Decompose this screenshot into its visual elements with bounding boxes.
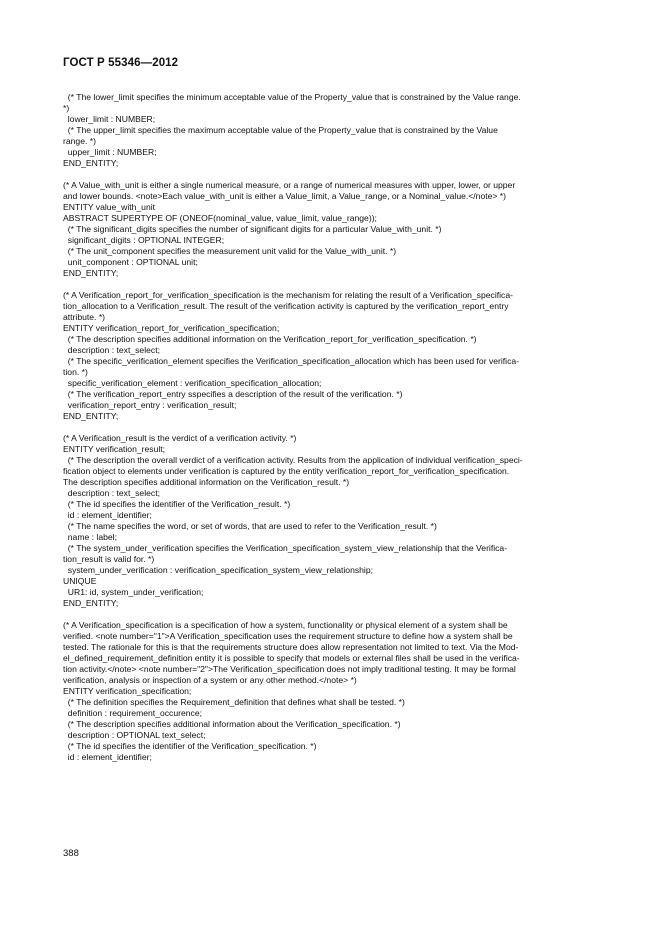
text-line: description : OPTIONAL text_select; — [63, 730, 206, 740]
text-line: fication object to elements under verification is captured by the entity verification_report_for_verification_specification. — [63, 466, 510, 476]
text-line: id : element_identifier; — [63, 510, 152, 520]
text-line: (* A Verification_report_for_verification_specification is the mechanism for relating the result of a Verification_specifica- — [63, 290, 513, 300]
text-line: The description specifies additional information on the Verification_result. *) — [63, 477, 350, 487]
text-line: upper_limit : NUMBER; — [63, 147, 157, 157]
text-line: lower_limit : NUMBER; — [63, 114, 156, 124]
text-line: (* The verification_report_entry sspecifies a description of the result of the verification. *) — [63, 389, 403, 399]
text-line: (* The significant_digits specifies the number of significant digits for a particular Value_with_unit. *) — [63, 224, 442, 234]
text-line: specific_verification_element : verification_specification_allocation; — [63, 378, 322, 388]
text-line: definition : requirement_occurence; — [63, 708, 203, 718]
text-line: (* A Verification_specification is a specification of how a system, functionality or physical element of a system shall be — [63, 620, 508, 630]
text-line: description : text_select; — [63, 345, 160, 355]
text-line: el_defined_requirement_definition entity it is possible to specify that models or external files shall be used in the verifica- — [63, 653, 520, 663]
text-line: tested. The rationale for this is that the requirements structure does allow representation not limited to text. Via the Mod- — [63, 642, 519, 652]
standard-header: ГОСТ Р 55346—2012 — [63, 57, 179, 69]
text-line: verified. <note number="1">A Verification_specification uses the requirement structure to define how a system shall be — [63, 631, 513, 641]
text-line: END_ENTITY; — [63, 598, 119, 608]
blank-line — [63, 422, 603, 433]
text-line: END_ENTITY; — [63, 411, 119, 421]
text-line: (* The lower_limit specifies the minimum acceptable value of the Property_value that is constrained by the Value range. — [63, 92, 521, 102]
text-line: verification_report_entry : verification_result; — [63, 400, 237, 410]
text-line: range. *) — [63, 136, 96, 146]
express-schema-text — [63, 92, 603, 763]
text-line: UNIQUE — [63, 576, 97, 586]
text-line: END_ENTITY; — [63, 268, 119, 278]
text-line: tion_result is valid for. *) — [63, 554, 155, 564]
text-line: tion. *) — [63, 367, 88, 377]
text-line: (* The description the overall verdict of a verification activity. Results from the application of individual verification_speci- — [63, 455, 523, 465]
blank-line — [63, 279, 603, 290]
text-line: ENTITY verification_specification; — [63, 686, 192, 696]
text-line: (* The description specifies additional information on the Verification_report_for_verification_specification. *) — [63, 334, 477, 344]
blank-line — [63, 609, 603, 620]
text-line: unit_component : OPTIONAL unit; — [63, 257, 198, 267]
text-line: ABSTRACT SUPERTYPE OF (ONEOF(nominal_value, value_limit, value_range)); — [63, 213, 377, 223]
text-line: (* The name specifies the word, or set of words, that are used to refer to the Verification_result. *) — [63, 521, 437, 531]
text-line: UR1: id, system_under_verification; — [63, 587, 204, 597]
text-line: tion activity.</note> <note number="2">The Verification_specification does not imply traditional testing. It may be formal — [63, 664, 516, 674]
text-line: *) — [63, 103, 70, 113]
text-line: (* The upper_limit specifies the maximum acceptable value of the Property_value that is constrained by the Value — [63, 125, 498, 135]
text-line: id : element_identifier; — [63, 752, 152, 762]
text-line: ENTITY verification_report_for_verification_specification; — [63, 323, 280, 333]
page-number: 388 — [63, 848, 79, 859]
text-line: attribute. *) — [63, 312, 106, 322]
text-line: (* A Verification_result is the verdict of a verification activity. *) — [63, 433, 297, 443]
blank-line — [63, 169, 603, 180]
text-line: system_under_verification : verification_specification_system_view_relationship; — [63, 565, 374, 575]
text-line: (* The specific_verification_element specifies the Verification_specification_allocation which has been used for verifica- — [63, 356, 520, 366]
text-line: (* A Value_with_unit is either a single numerical measure, or a range of numerical measures with upper, lower, or upper — [63, 180, 516, 190]
text-line: significant_digits : OPTIONAL INTEGER; — [63, 235, 225, 245]
text-line: ENTITY value_with_unit — [63, 202, 156, 212]
text-line: (* The definition specifies the Requirement_definition that defines what shall be tested. *) — [63, 697, 405, 707]
text-line: tion_allocation to a Verification_result. The result of the verification activity is captured by the verification_report_entry — [63, 301, 509, 311]
text-line: and lower bounds. <note>Each value_with_unit is either a Value_limit, a Value_range, or a Nominal_value.</note> *) — [63, 191, 507, 201]
text-line: name : label; — [63, 532, 117, 542]
text-line: description : text_select; — [63, 488, 160, 498]
text-line: (* The description specifies additional information about the Verification_specification. *) — [63, 719, 401, 729]
text-line: (* The id specifies the identifier of the Verification_result. *) — [63, 499, 291, 509]
text-line: (* The id specifies the identifier of the Verification_specification. *) — [63, 741, 317, 751]
text-line: verification, analysis or inspection of a system or any other method.</note> *) — [63, 675, 357, 685]
text-line: (* The system_under_verification specifies the Verification_specification_system_view_relationship that the Verifica- — [63, 543, 508, 553]
text-line: ENTITY verification_result; — [63, 444, 166, 454]
text-line: END_ENTITY; — [63, 158, 119, 168]
text-line: (* The unit_component specifies the measurement unit valid for the Value_with_unit. *) — [63, 246, 397, 256]
